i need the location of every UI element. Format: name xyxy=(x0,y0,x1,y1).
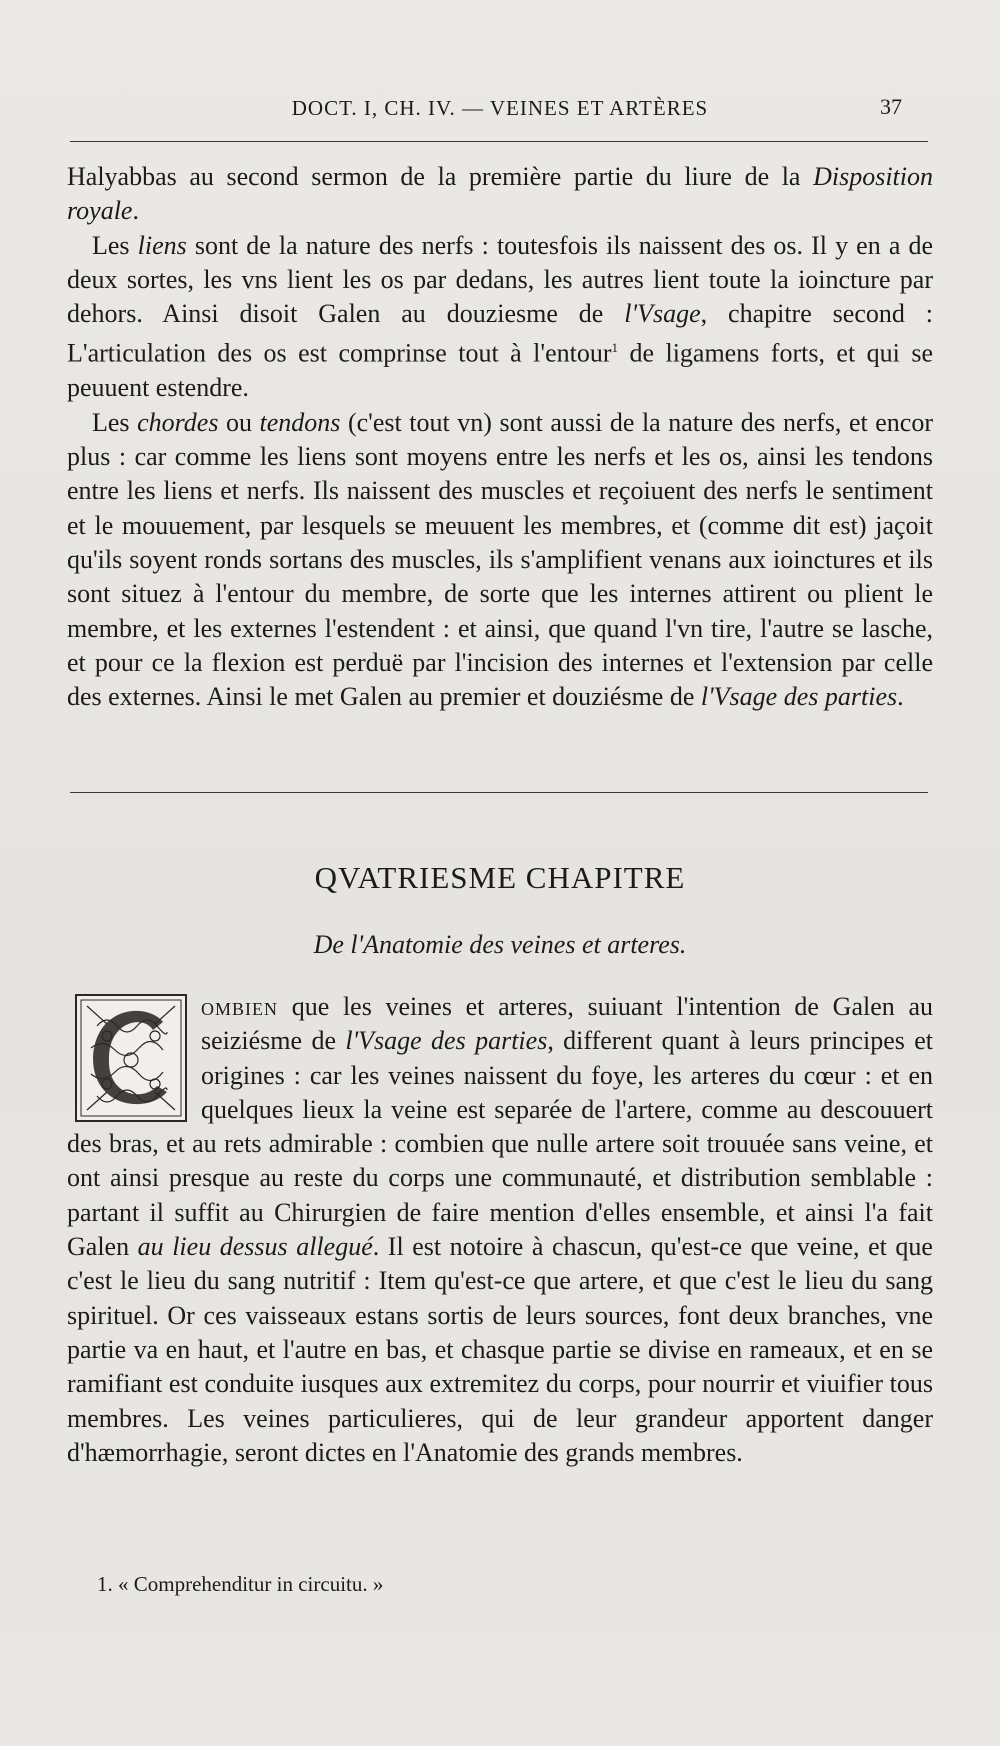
text-run: . xyxy=(132,196,139,226)
page-number: 37 xyxy=(880,94,902,119)
chapter-title: QVATRIESME CHAPITRE xyxy=(314,860,686,895)
italic-run: Disposition royale xyxy=(67,162,933,226)
text-run: sont de la nature des nerfs : toutesfois ils naissent des os. Il y en a de deux sortes, les vns lient les os par dedans, les autres lient toute la ioincture par dehors. Ainsi disoit Galen au douziesme de xyxy=(67,230,933,329)
text-run: , chapitre second : L'articulation des os est comprinse tout à l'entour xyxy=(67,299,934,369)
section-rule xyxy=(70,792,928,793)
italic-run: tendons xyxy=(259,407,341,437)
paragraph-2 xyxy=(67,229,933,406)
text-run: ou xyxy=(218,407,260,437)
text-run: Les xyxy=(92,407,138,437)
ornamental-initial-icon xyxy=(75,994,187,1122)
text-run: . Il est notoire à chascun, qu'est-ce que veine, et que c'est le lieu du sang nutritif : Item qu'est-ce que artere, et que c'est le lieu du sang spirituel. Or ces vaisseaux estans sortis de leurs sources, font deux branches, vne partie va en haut, et l'autre en bas, et chasque partie se divise en rameaux, et en se ramifiant est conduite iusques aux extremitez du corps, pour nourrir et viuifier tous membres. Les veines particulieres, qui de leur grandeur apportent danger d'hæmorrhagie, seront dictes en l'Anatomie des grands membres. xyxy=(67,1232,933,1467)
italic-run: liens xyxy=(137,230,187,260)
text-run: . xyxy=(897,682,904,712)
page-header xyxy=(70,90,930,130)
text-run: , different quant à leurs principes et origines : car les veines naissent du foye, les arteres du cœur : et en quelques lieux la veine est separée de l'artere, comme au descouuert des bras, et au rets admirable : combien que nulle artere soit trouuée sans veine, et ont ainsi presque au reste du corps une communauté, et distribution semblable : partant il suffit au Chirurgien de faire mention d'elles ensemble, et ainsi l'a fait Galen xyxy=(67,1026,933,1262)
chapter-subtitle: De l'Anatomie des veines et arteres. xyxy=(313,930,687,959)
chapter-body xyxy=(67,990,933,1470)
text-run: (c'est tout vn) sont aussi de la nature des nerfs, et encor plus : car comme les liens sont moyens entre les nerfs et les os, ainsi les tendons entre les liens et nerfs. Ils naissent des muscles et reçoiuent des nerfs le sentiment et le mouuement, par lesquels se meuuent les membres, et (comme dit est) jaçoit qu'ils soyent ronds sortans des muscles, ils s'amplifient venans aux ioinctures et ils sont situez à l'entour du membre, de sorte que les internes attirent ou plient le membre, et les externes l'estendent : et ainsi, que quand l'vn tire, l'autre se lasche, et pour ce la flexion est perduë par l'incision des internes et l'extension par celle des externes. Ainsi le met Galen au premier et douziésme de xyxy=(67,407,933,712)
footnote: 1. « Comprehenditur in circuitu. » xyxy=(97,1572,384,1596)
text-run: Halyabbas au second sermon de la première partie du liure de la xyxy=(67,162,814,191)
running-title: DOCT. I, CH. IV. — VEINES ET ARTÈRES xyxy=(291,96,709,120)
paragraph-1 xyxy=(67,160,933,229)
text-run: de ligamens forts, et qui se peuuent estendre. xyxy=(67,339,933,403)
text-run: Les xyxy=(92,230,138,260)
italic-run: chordes xyxy=(137,407,219,437)
paragraph-3 xyxy=(67,406,933,715)
ornament-svg xyxy=(77,996,185,1120)
footnote-marker[interactable]: 1 xyxy=(611,340,618,356)
lead-word: ombien xyxy=(201,992,278,1021)
italic-run: l'Vsage des parties xyxy=(700,682,898,712)
italic-run: au lieu dessus allegué xyxy=(137,1232,373,1262)
text-block-upper xyxy=(67,160,933,714)
text-run: que les veines et arteres, suiuant l'intention de Galen au seiziésme de xyxy=(201,992,933,1056)
italic-run: l'Vsage des parties xyxy=(345,1026,548,1056)
italic-run: l'Vsage xyxy=(624,299,701,329)
header-rule xyxy=(70,141,928,142)
